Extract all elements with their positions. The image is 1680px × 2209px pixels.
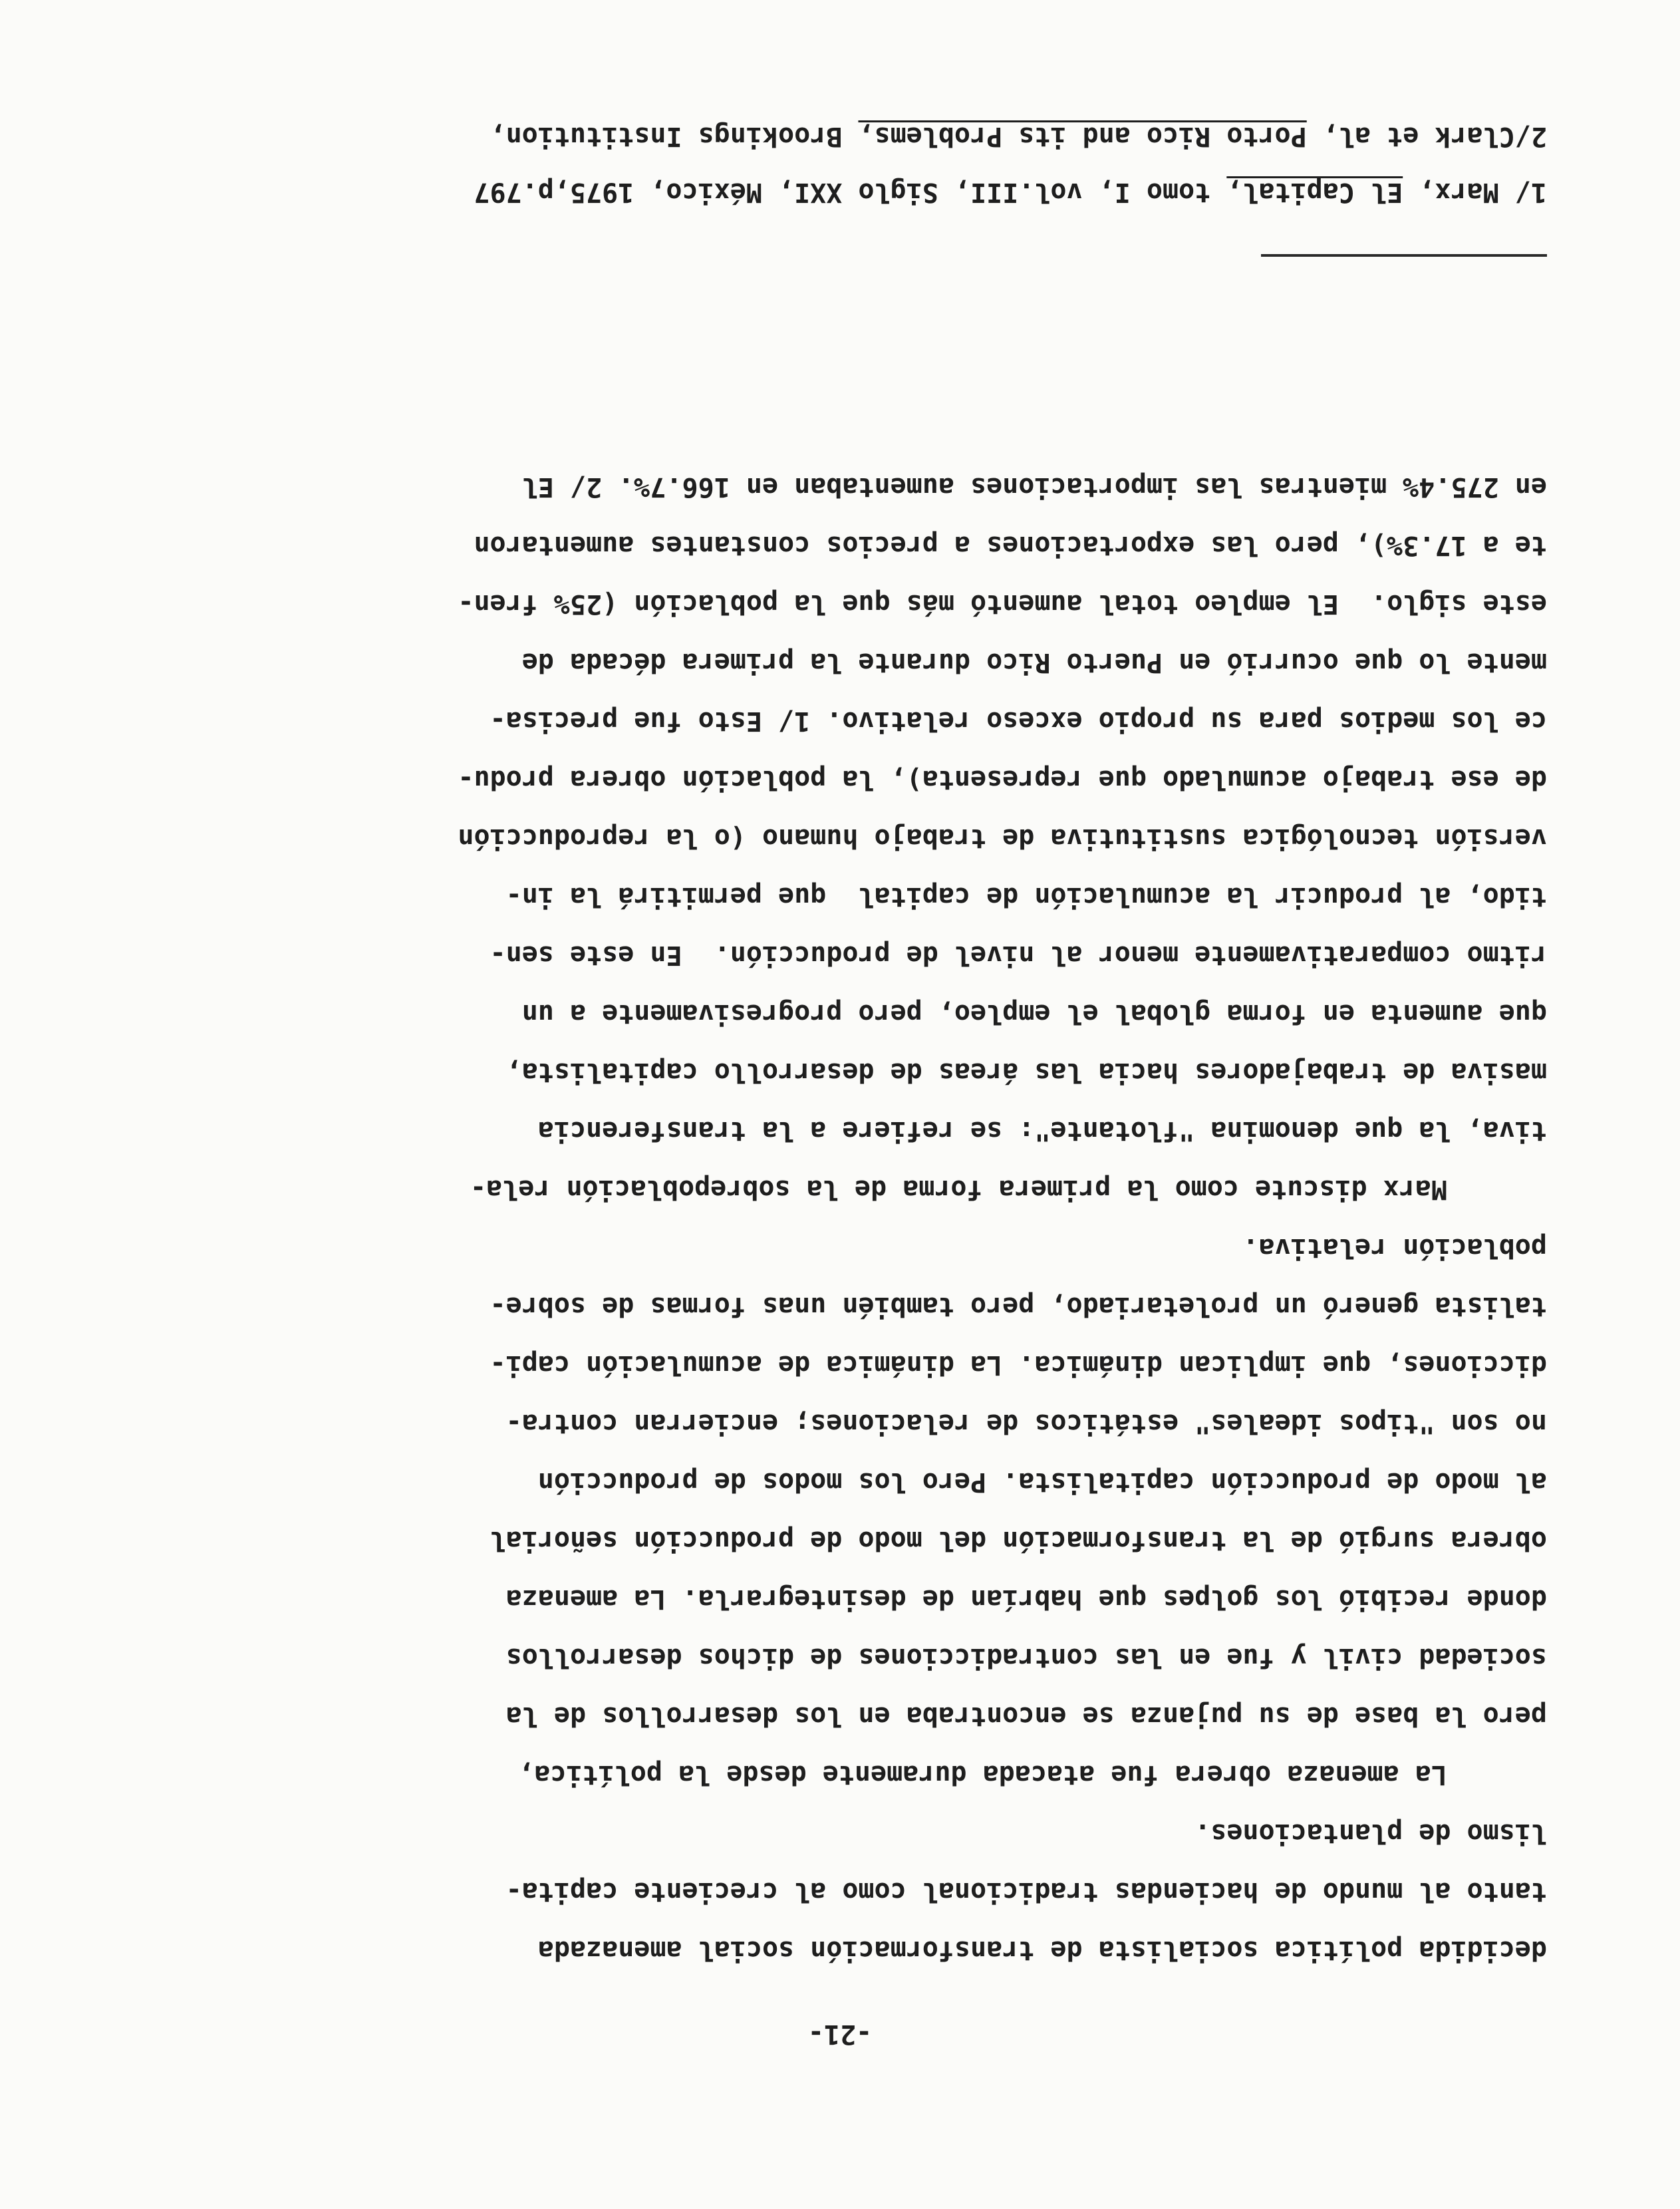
text-line: La amenaza obrera fue atacada duramente desde la política, [518, 1759, 1447, 1790]
text-line: al modo de producción capitalista. Pero los modos de producción [537, 1467, 1547, 1497]
text-line: te a 17.3%), pero las exportaciones a precios constantes aumentaron [474, 530, 1547, 561]
page-number: -21- [807, 2019, 873, 2049]
text-line: Marx discute como la primera forma de la sobrepoblación rela- [470, 1174, 1447, 1205]
text-line: ce los medios para su propio exceso relativo. 1/ Esto fue precisa- [490, 706, 1547, 736]
text-line: sociedad civil y fue en las contradicciones de dichos desarrollos [505, 1642, 1547, 1673]
footnote-details: tomo I, vol.III, Siglo XXI, México, 1975,p.797 [474, 177, 1211, 208]
text-line: obrera surgió de la transformación del modo de producción señorial [490, 1525, 1547, 1556]
footnote-marker: 2/ [1514, 121, 1547, 152]
footnote-1 [124, 164, 1547, 220]
text-line: decidida política socialista de transformación social amenazada [537, 1935, 1547, 1966]
text-line: en 275.4% mientras las importaciones aumentaban en 166.7%. 2/ El [521, 472, 1547, 502]
text-line: tiva, la que denomina "flotante": se refiere a la transferencia [537, 1115, 1547, 1146]
body-text [124, 458, 1547, 1980]
text-line: donde recibió los golpes que habrían de desintegrarla. La amenaza [505, 1584, 1547, 1614]
text-line: versión tecnológica sustitutiva de trabajo humano (o la reproducción [458, 823, 1547, 853]
footnotes [124, 108, 1547, 220]
text-line: dicciones, que implican dinámica. La dinámica de acumulación capi- [490, 1350, 1547, 1380]
text-line: masiva de trabajadores hacia las áreas de desarrollo capitalista, [505, 1057, 1547, 1088]
text-line: tanto al mundo de haciendas tradicional como al creciente capita- [505, 1876, 1547, 1907]
text-line: tido, al producir la acumulación de capital que permitirá la in- [505, 881, 1547, 912]
text-line: ritmo comparativamente menor al nivel de producción. En este sen- [490, 940, 1547, 970]
text-line: mente lo que ocurrió en Puerto Rico durante la primera década de [521, 647, 1547, 678]
footnote-title: El Capital, [1226, 177, 1403, 208]
text-line: pero la base de su pujanza se encontraba en los desarrollos de la [505, 1701, 1547, 1731]
text-line: talista generó un proletariado, pero también unas formas de sobre- [490, 1291, 1547, 1322]
footnote-separator [1261, 254, 1547, 257]
footnote-title: Porto Rico and its Problems, [858, 121, 1307, 152]
text-line: de ese trabajo acumulado que representa), la población obrera produ- [458, 764, 1547, 795]
text-line: que aumenta en forma global el empleo, pero progresivamente a un [521, 998, 1547, 1029]
text-line: no son "tipos ideales" estáticos de relaciones; encierran contra- [505, 1408, 1547, 1439]
footnote-author: Clark et al, [1322, 121, 1515, 152]
footnote-2 [124, 108, 1547, 164]
footnote-details: Brookings Institution, [490, 121, 843, 152]
text-line: población relativa. [1242, 1233, 1547, 1263]
text-line: lismo de plantaciones. [1194, 1818, 1547, 1848]
footnote-marker: 1/ [1514, 177, 1547, 208]
footnote-author: Marx, [1419, 177, 1499, 208]
text-line: este siglo. El empleo total aumentó más que la población (25% fren- [458, 589, 1547, 619]
